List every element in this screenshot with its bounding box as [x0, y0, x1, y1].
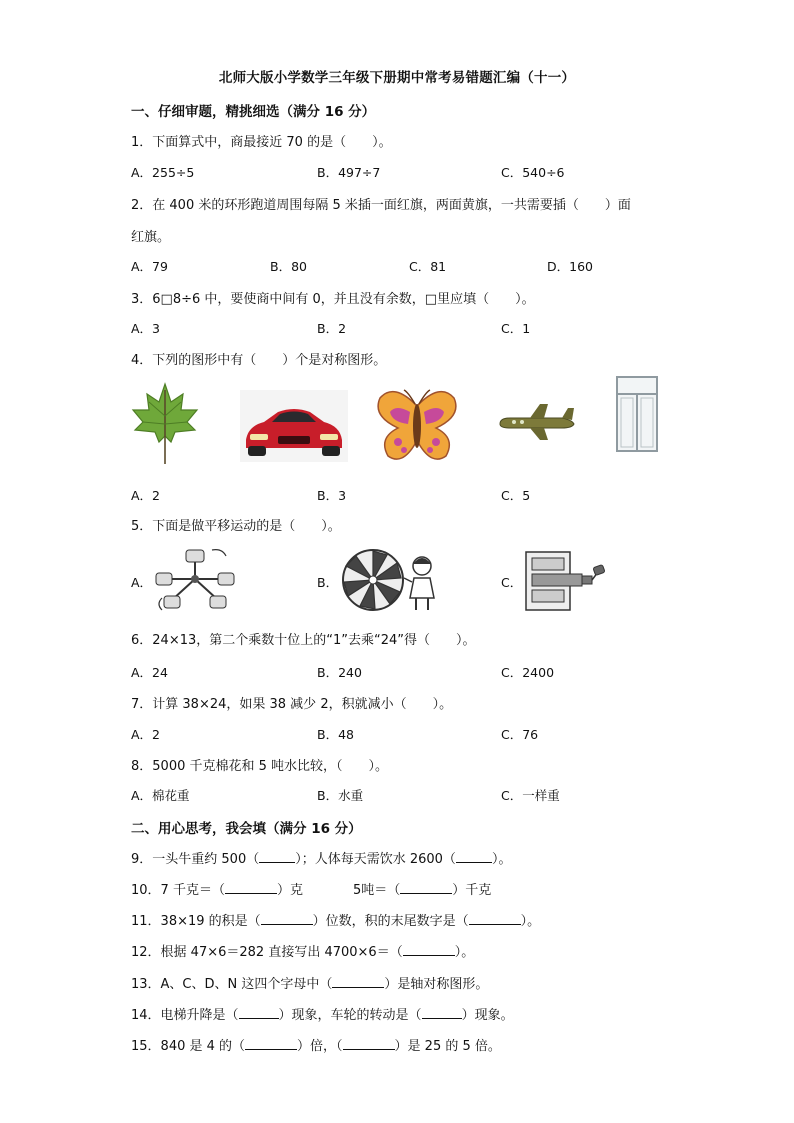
q2-option-c[interactable]: C．81: [409, 259, 447, 274]
q15-blank-1[interactable]: [245, 1037, 297, 1050]
q11-text-b: ）位数，积的末尾数字是（: [312, 914, 469, 929]
q5-option-c[interactable]: C．: [501, 575, 523, 590]
section-1-heading: 一、仔细审题，精挑细选（满分 16 分）: [131, 104, 376, 120]
q14-blank-2[interactable]: [422, 1006, 462, 1019]
q4-option-c[interactable]: C．5: [501, 488, 531, 503]
q11-text-c: ）。: [520, 914, 541, 929]
q4-option-a[interactable]: A．2: [131, 488, 161, 503]
question-2-line-2: 红旗。: [131, 230, 171, 245]
q12-text-b: ）。: [454, 945, 475, 960]
question-1: 1．下面算式中，商最接近 70 的是（ ）。: [131, 135, 392, 150]
q13-text-b: ）是轴对称图形。: [384, 977, 489, 992]
q2-option-a[interactable]: A．79: [131, 259, 168, 274]
q2-option-b[interactable]: B．80: [270, 259, 307, 274]
q11-text-a: 11．38×19 的积是（: [131, 914, 261, 929]
q14-text-b: ）现象，车轮的转动是（: [278, 1008, 422, 1023]
window-frame-image: [616, 376, 658, 452]
q14-text-a: 14．电梯升降是（: [131, 1008, 239, 1023]
q1-option-a[interactable]: A．255÷5: [131, 165, 195, 180]
question-5: 5．下面是做平移运动的是（ ）。: [131, 519, 341, 534]
q15-text-a: 15．840 是 4 的（: [131, 1039, 246, 1054]
q9-text-b: ）；人体每天需饮水 2600（: [295, 852, 456, 867]
q8-option-a[interactable]: A．棉花重: [131, 788, 190, 803]
q3-option-c[interactable]: C．1: [501, 321, 531, 336]
spinning-wheel-and-girl-image: [340, 548, 444, 612]
q6-option-a[interactable]: A．24: [131, 665, 168, 680]
q10-text-d: ）千克: [452, 883, 492, 898]
question-6: 6．24×13，第二个乘数十位上的“1”去乘“24”得（ ）。: [131, 633, 476, 648]
q2-option-d[interactable]: D．160: [547, 259, 593, 274]
q3-option-a[interactable]: A．3: [131, 321, 161, 336]
q12-blank-1[interactable]: [403, 943, 455, 956]
q9-text-c: ）。: [491, 852, 512, 867]
question-4: 4．下列的图形中有（ ）个是对称图形。: [131, 353, 387, 368]
question-3: 3．6□8÷6 中，要使商中间有 0，并且没有余数，□里应填（ ）。: [131, 292, 535, 307]
q1-option-c[interactable]: C．540÷6: [501, 165, 565, 180]
q13-blank-1[interactable]: [332, 975, 384, 988]
q8-option-c[interactable]: C．一样重: [501, 788, 560, 803]
question-13: [131, 973, 488, 992]
q11-blank-2[interactable]: [469, 912, 521, 925]
question-14: [131, 1004, 514, 1023]
question-8: 8．5000 千克棉花和 5 吨水比较，（ ）。: [131, 759, 389, 774]
q14-blank-1[interactable]: [239, 1006, 279, 1019]
q6-option-c[interactable]: C．2400: [501, 665, 555, 680]
q5-option-a[interactable]: A．: [131, 575, 153, 590]
question-9: [131, 848, 511, 867]
q10-text-c: 5吨＝（: [352, 883, 401, 898]
q7-option-c[interactable]: C．76: [501, 727, 539, 742]
page-title: 北师大版小学数学三年级下册期中常考易错题汇编（十一）: [218, 70, 576, 86]
question-11: [131, 910, 540, 929]
section-2-heading: 二、用心思考，我会填（满分 16 分）: [131, 821, 362, 837]
q10-text-a: 10．7 千克＝（: [131, 883, 225, 898]
q8-option-b[interactable]: B．水重: [317, 788, 364, 803]
q13-text-a: 13．A、C、D、N 这四个字母中（: [131, 977, 333, 992]
q10-blank-2[interactable]: [400, 881, 452, 894]
q11-blank-1[interactable]: [261, 912, 313, 925]
q9-text-a: 9．一头牛重约 500（: [131, 852, 260, 867]
question-10: [131, 879, 491, 898]
q1-option-b[interactable]: B．497÷7: [317, 165, 381, 180]
q15-blank-2[interactable]: [343, 1037, 395, 1050]
q7-option-b[interactable]: B．48: [317, 727, 354, 742]
q9-blank-1[interactable]: [259, 850, 295, 863]
maple-leaf-image: [131, 380, 199, 466]
q4-option-b[interactable]: B．3: [317, 488, 347, 503]
q9-blank-2[interactable]: [456, 850, 492, 863]
q14-text-c: ）现象。: [461, 1008, 514, 1023]
question-7: 7．计算 38×24，如果 38 减少 2，积就减小（ ）。: [131, 697, 453, 712]
q15-text-c: ）是 25 的 5 倍。: [394, 1039, 501, 1054]
airplane-image: [496, 402, 576, 442]
question-15: [131, 1035, 501, 1054]
q7-option-a[interactable]: A．2: [131, 727, 161, 742]
q5-option-b[interactable]: B．: [317, 575, 339, 590]
q12-text-a: 12．根据 47×6＝282 直接写出 4700×6＝（: [131, 945, 403, 960]
butterfly-image: [374, 386, 460, 468]
windmill-toy-image: [152, 546, 238, 612]
q3-option-b[interactable]: B．2: [317, 321, 347, 336]
red-sports-car-image: [240, 390, 348, 462]
drawer-cabinet-image: [524, 550, 608, 612]
q10-text-b: ）克: [276, 883, 303, 898]
q15-text-b: ）倍，（: [297, 1039, 343, 1054]
q6-option-b[interactable]: B．240: [317, 665, 362, 680]
question-12: [131, 941, 474, 960]
q10-blank-1[interactable]: [225, 881, 277, 894]
question-2-line-1: 2．在 400 米的环形跑道周围每隔 5 米插一面红旗，两面黄旗，一共需要插（ ）面: [131, 198, 631, 213]
